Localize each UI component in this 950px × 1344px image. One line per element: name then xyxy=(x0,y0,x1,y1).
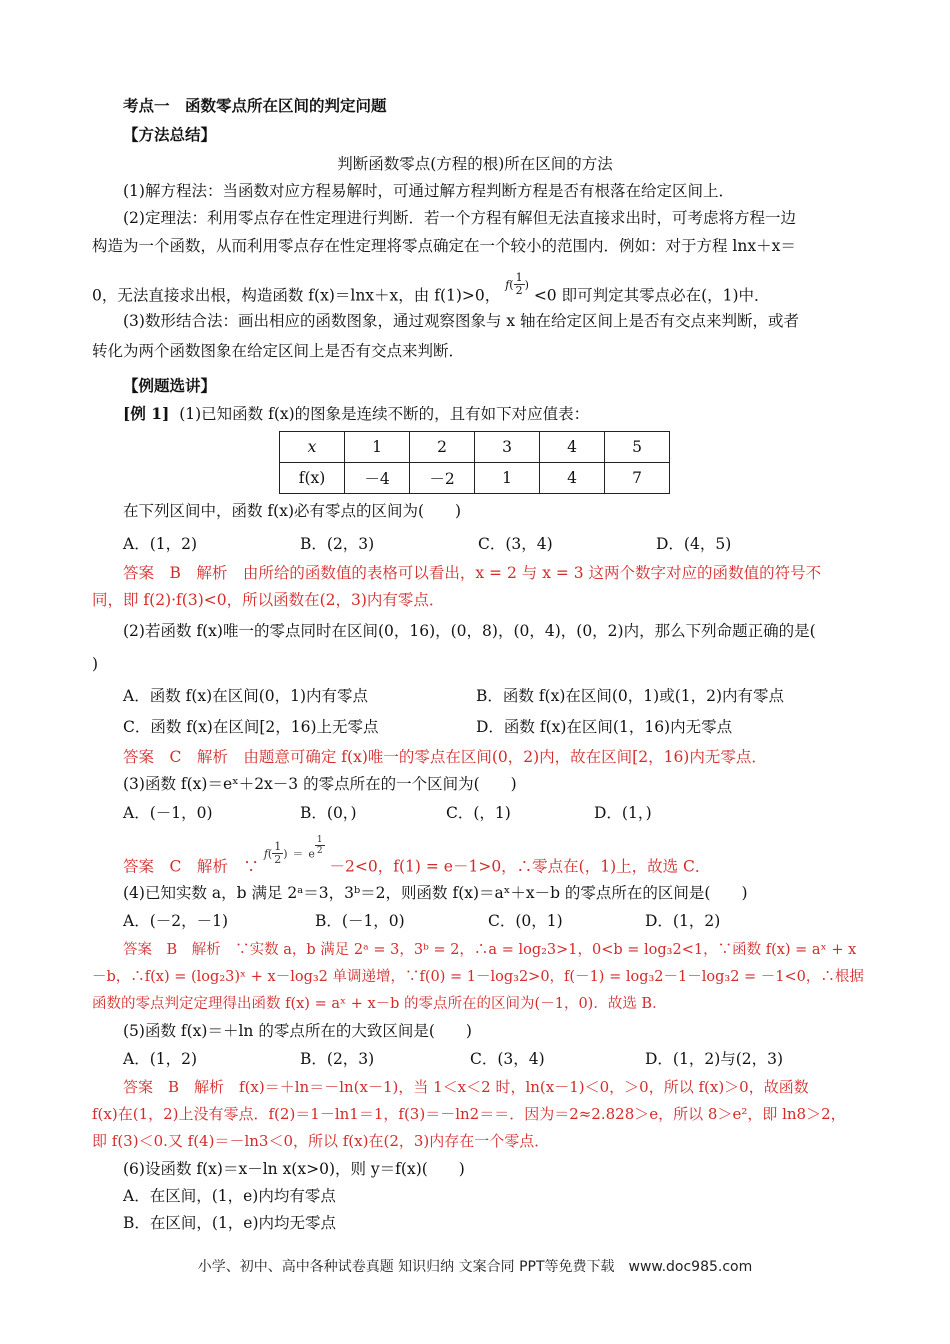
q5-option-a: A．(1，2) xyxy=(123,1050,198,1068)
table-cell: －4 xyxy=(345,463,410,494)
q3-option-a: A．(－1，0) xyxy=(123,804,213,822)
q1-option-d: D．(4，5) xyxy=(656,535,732,553)
q2-line2: ) xyxy=(92,655,99,673)
answer-4-line2: －b，∴f(x) = (log₂3)ˣ + x－log₃2 单调递增，∵f(0) = 1－log₃2>0，f(－1) = log₃2－1－log₃2 = －1<0，∴根据 xyxy=(92,969,864,985)
answer-5-line1: 答案 B 解析 f(x)＝＋ln＝－ln(x－1)，当 1＜x＜2 时，ln(x－1)＜0，＞0，所以 f(x)＞0，故函数 xyxy=(123,1078,809,1096)
q1-option-b: B．(2，3) xyxy=(300,535,375,553)
q1-option-c: C．(3，4) xyxy=(478,535,553,553)
q2-line1: (2)若函数 f(x)唯一的零点同时在区间(0，16)，(0，8)，(0，4)，(0，2)内，那么下列命题正确的是( xyxy=(123,622,816,640)
q3-option-d: D．(1，) xyxy=(594,804,652,822)
table-cell: 5 xyxy=(605,432,670,463)
answer-5-line2: f(x)在(1，2)上没有零点．f(2)＝1－ln1＝1，f(3)＝－ln2＝＝．因为＝2≈2.828＞e，所以 8＞e²，即 ln8＞2， xyxy=(92,1105,846,1123)
table-cell: 1 xyxy=(345,432,410,463)
method-3-line2: 转化为两个函数图象在给定区间上是否有交点来判断． xyxy=(92,342,465,360)
example-1-tag: [例 1] xyxy=(123,404,170,423)
q4-option-d: D．(1，2) xyxy=(645,912,721,930)
table-row xyxy=(280,463,670,494)
q6-text: (6)设函数 f(x)＝x－ln x(x>0)，则 y＝f(x)( ) xyxy=(123,1160,465,1178)
q1-text: 在下列区间中，函数 f(x)必有零点的区间为( ) xyxy=(123,502,462,520)
q5-option-d: D．(1，2)与(2，3) xyxy=(645,1050,784,1068)
answer-1-line2: 同，即 f(2)·f(3)<0，所以函数在(2，3)内有零点． xyxy=(92,591,445,609)
q2-option-a: A．函数 f(x)在区间(0，1)内有零点 xyxy=(123,687,369,705)
table-cell: 3 xyxy=(475,432,540,463)
example-1-text: (1)已知函数 f(x)的图象是连续不断的，且有如下对应值表： xyxy=(179,405,590,423)
q6-option-a: A．在区间，(1，e)内均有零点 xyxy=(123,1187,336,1205)
q3-option-b: B．(0，) xyxy=(300,804,357,822)
q4-text: (4)已知实数 a，b 满足 2ᵃ＝3，3ᵇ＝2，则函数 f(x)＝aˣ＋x－b 的零点所在的区间是( ) xyxy=(123,884,748,902)
method-2-line1: (2)定理法：利用零点存在性定理进行判断．若一个方程有解但无法直接求出时，可考虑将方程一边 xyxy=(123,209,796,227)
method-2-line2: 构造为一个函数，从而利用零点存在性定理将零点确定在一个较小的范围内．例如：对于方程 lnx＋x＝ xyxy=(92,237,796,255)
answer-3-post: －2<0，f(1) = e－1>0，∴零点在(，1)上，故选 C． xyxy=(329,857,711,876)
table-cell: f(x) xyxy=(280,463,345,494)
answer-2: 答案 C 解析 由题意可确定 f(x)唯一的零点在区间(0，2)内，故在区间[2，16)内无零点． xyxy=(123,748,767,766)
q5-text: (5)函数 f(x)＝＋ln 的零点所在的大致区间是( ) xyxy=(123,1022,472,1040)
table-cell: 4 xyxy=(540,432,605,463)
section-heading: 考点一 函数零点所在区间的判定问题 xyxy=(123,96,387,115)
answer-1-line1: 答案 B 解析 由所给的函数值的表格可以看出，x = 2 与 x = 3 这两个数字对应的函数值的符号不 xyxy=(123,564,822,582)
table-cell: 4 xyxy=(540,463,605,494)
table-cell: x xyxy=(280,432,345,463)
q5-option-b: B．(2，3) xyxy=(300,1050,375,1068)
table-cell: 7 xyxy=(605,463,670,494)
value-table xyxy=(279,431,670,494)
table-cell: －2 xyxy=(410,463,475,494)
footer-banner: 小学、初中、高中各种试卷真题 知识归纳 文案合同 PPT等免费下载 www.doc985.com xyxy=(197,1259,753,1275)
example-1-question xyxy=(123,403,589,425)
table-cell: 2 xyxy=(410,432,475,463)
table-cell: 1 xyxy=(475,463,540,494)
q4-option-c: C．(0，1) xyxy=(488,912,563,930)
q3-option-c: C．(，1) xyxy=(446,804,511,822)
q1-option-a: A．(1，2) xyxy=(123,535,198,553)
method-title: 判断函数零点(方程的根)所在区间的方法 xyxy=(337,155,613,173)
answer-3-pre: 答案 C 解析 ∵ xyxy=(123,857,259,876)
q3-text: (3)函数 f(x)＝eˣ＋2x－3 的零点所在的一个区间为( ) xyxy=(123,775,517,793)
q2-option-c: C．函数 f(x)在区间[2，16)上无零点 xyxy=(123,718,379,736)
method-1: (1)解方程法：当函数对应方程易解时，可通过解方程判断方程是否有根落在给定区间上． xyxy=(123,182,734,200)
answer-4-line3: 函数的零点判定定理得出函数 f(x) = aˣ + x－b 的零点所在的区间为(－1，0)．故选 B． xyxy=(92,996,667,1012)
fraction-f-half: f( $\frac{1}{2}$ ) xyxy=(505,271,529,297)
table-row xyxy=(280,432,670,463)
answer-5-line3: 即 f(3)＜0.又 f(4)＝－ln3＜0，所以 f(x)在(2，3)内存在一个零点． xyxy=(92,1132,550,1150)
answer-4-line1: 答案 B 解析 ∵实数 a，b 满足 2ᵃ = 3，3ᵇ = 2，∴a = log₂3>1，0<b = log₃2<1，∵函数 f(x) = aˣ + x xyxy=(123,942,857,958)
q4-option-b: B．(－1，0) xyxy=(315,912,405,930)
q6-option-b: B．在区间，(1，e)内均无零点 xyxy=(123,1214,337,1232)
q4-option-a: A．(－2，－1) xyxy=(123,912,229,930)
method-3-line1: (3)数形结合法：画出相应的函数图象，通过观察图象与 x 轴在给定区间上是否有交点来判断，或者 xyxy=(123,312,800,330)
method-2-line3-pre: 0，无法直接求出根，构造函数 f(x)＝lnx＋x，由 f(1)>0， xyxy=(92,286,501,305)
q2-option-b: B．函数 f(x)在区间(0，1)或(1，2)内有零点 xyxy=(476,687,785,705)
q2-option-d: D．函数 f(x)在区间(1，16)内无零点 xyxy=(476,718,733,736)
method-summary-label: 【方法总结】 xyxy=(123,125,217,144)
answer-3 xyxy=(123,835,711,880)
fraction-f-half-equals-e-power: f( $\frac{1}{2}$ ) ＝ e $\frac{1}{2}$ xyxy=(263,835,323,866)
example-label: 【例题选讲】 xyxy=(123,376,217,395)
method-2-line3-post: <0 即可判定其零点必在(，1)中． xyxy=(533,286,770,305)
q5-option-c: C．(3，4) xyxy=(470,1050,545,1068)
method-2-line3 xyxy=(92,271,770,309)
